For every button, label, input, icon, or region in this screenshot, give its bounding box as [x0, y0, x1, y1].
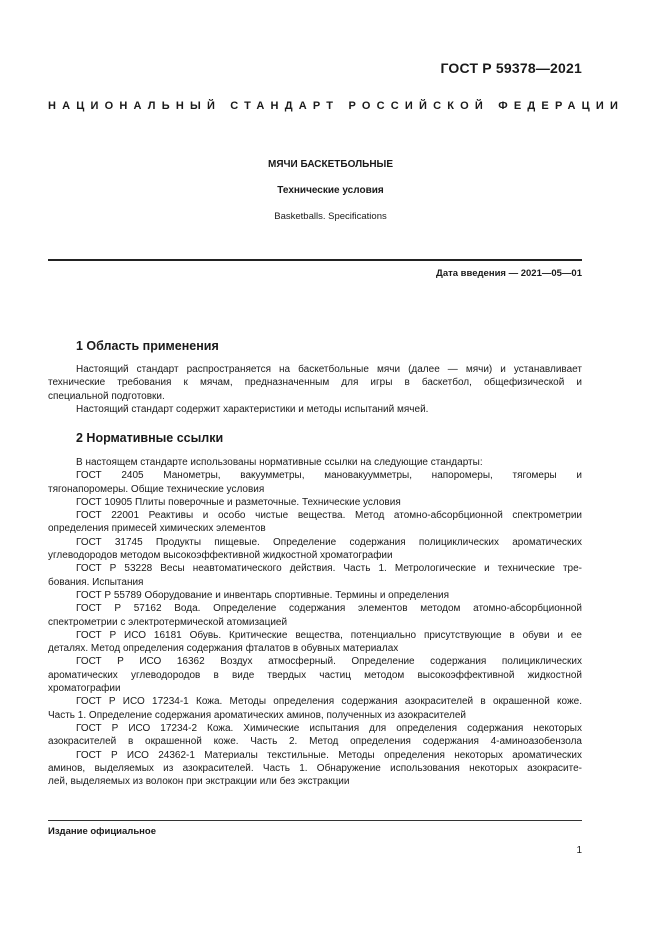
paragraph-line: Настоящий стандарт содержит характеристики и методы испытаний мячей.: [76, 403, 429, 415]
reference-line: ГОСТ Р ИСО 17234-1 Кожа. Методы определения содержания азокрасителей в окрашенной коже.: [76, 696, 582, 708]
reference-line: лей, выделяемых из волокон при экстракции или без экстракции: [48, 776, 350, 788]
document-title: МЯЧИ БАСКЕТБОЛЬНЫЕ: [268, 159, 393, 170]
reference-line: определения примесей химических элементов: [48, 523, 266, 535]
reference-line: аминов, выделяемых из азокрасителей. Часть 1. Обнаружение использования некоторых азокрасите-: [48, 762, 582, 774]
paragraph-line: В настоящем стандарте использованы нормативные ссылки на следующие стандарты:: [76, 457, 483, 468]
effective-date: Дата введения — 2021—05—01: [436, 268, 582, 279]
reference-line: спектрометрии с электротермической атомизацией: [48, 616, 288, 628]
reference-line: ГОСТ 10905 Плиты поверочные и разметочные. Технические условия: [76, 496, 401, 508]
reference-line: бования. Испытания: [48, 576, 144, 588]
reference-line: деталях. Метод определения содержания фталатов в обувных материалах: [48, 643, 399, 655]
reference-line: тягонапоромеры. Общие технические условия: [48, 483, 265, 495]
reference-line: ГОСТ Р ИСО 16362 Воздух атмосферный. Определение содержания полициклических: [76, 656, 582, 668]
document-id: ГОСТ Р 59378—2021: [440, 60, 582, 76]
footer-divider: [48, 820, 582, 821]
reference-line: Часть 1. Определение содержания ароматических аминов, полученных из азокрасителей: [48, 709, 467, 721]
edition-label: Издание официальное: [48, 826, 156, 837]
national-standard-heading: НАЦИОНАЛЬНЫЙ СТАНДАРТ РОССИЙСКОЙ ФЕДЕРАЦИИ: [48, 100, 625, 112]
section-1-body: [48, 363, 582, 416]
reference-line: ГОСТ Р ИСО 24362-1 Материалы текстильные. Методы определения некоторых ароматических: [76, 749, 582, 761]
reference-line: ГОСТ Р 55789 Оборудование и инвентарь спортивные. Термины и определения: [76, 589, 450, 601]
document-subtitle: Технические условия: [277, 185, 384, 196]
reference-line: углеводородов методом высокоэффективной жидкостной хроматографии: [48, 550, 393, 562]
reference-line: азокрасителей в окрашенной коже. Часть 2. Метод определения содержания 4-аминоазобензола: [48, 736, 582, 748]
paragraph-line: специальной подготовки.: [48, 390, 165, 402]
english-title: Basketballs. Specifications: [274, 211, 387, 222]
header-divider: [48, 259, 582, 261]
reference-line: хроматографии: [48, 683, 121, 695]
reference-line: ароматических углеводородов в виде твердых частиц методом высокоэффективной жидкостной: [48, 669, 582, 681]
reference-line: ГОСТ Р ИСО 16181 Обувь. Критические вещества, потенциально присутствующие в обуви и ее: [76, 629, 582, 641]
paragraph-line: Настоящий стандарт распространяется на баскетбольные мячи (далее — мячи) и устанавливает: [76, 364, 582, 375]
paragraph-line: технические требования к мячам, предназначенным для игры в баскетбол, общефизической и: [48, 377, 582, 389]
reference-line: ГОСТ Р ИСО 17234-2 Кожа. Химические испытания для определения содержания некоторых: [76, 722, 582, 734]
section-1-heading: 1 Область применения: [76, 339, 219, 353]
reference-line: ГОСТ 2405 Манометры, вакуумметры, мановакуумметры, напоромеры, тягомеры и: [76, 470, 582, 482]
section-2-body: [48, 456, 582, 788]
reference-line: ГОСТ 31745 Продукты пищевые. Определение содержания полициклических ароматических: [76, 536, 582, 548]
section-2-heading: 2 Нормативные ссылки: [76, 431, 224, 445]
page-number: 1: [576, 845, 582, 856]
reference-line: ГОСТ Р 53228 Весы неавтоматического действия. Часть 1. Метрологические и технические тре-: [76, 563, 582, 575]
reference-line: ГОСТ Р 57162 Вода. Определение содержания элементов методом атомно-абсорбционной: [76, 603, 582, 615]
reference-line: ГОСТ 22001 Реактивы и особо чистые вещества. Метод атомно-абсорбционной спектрометрии: [76, 510, 582, 522]
